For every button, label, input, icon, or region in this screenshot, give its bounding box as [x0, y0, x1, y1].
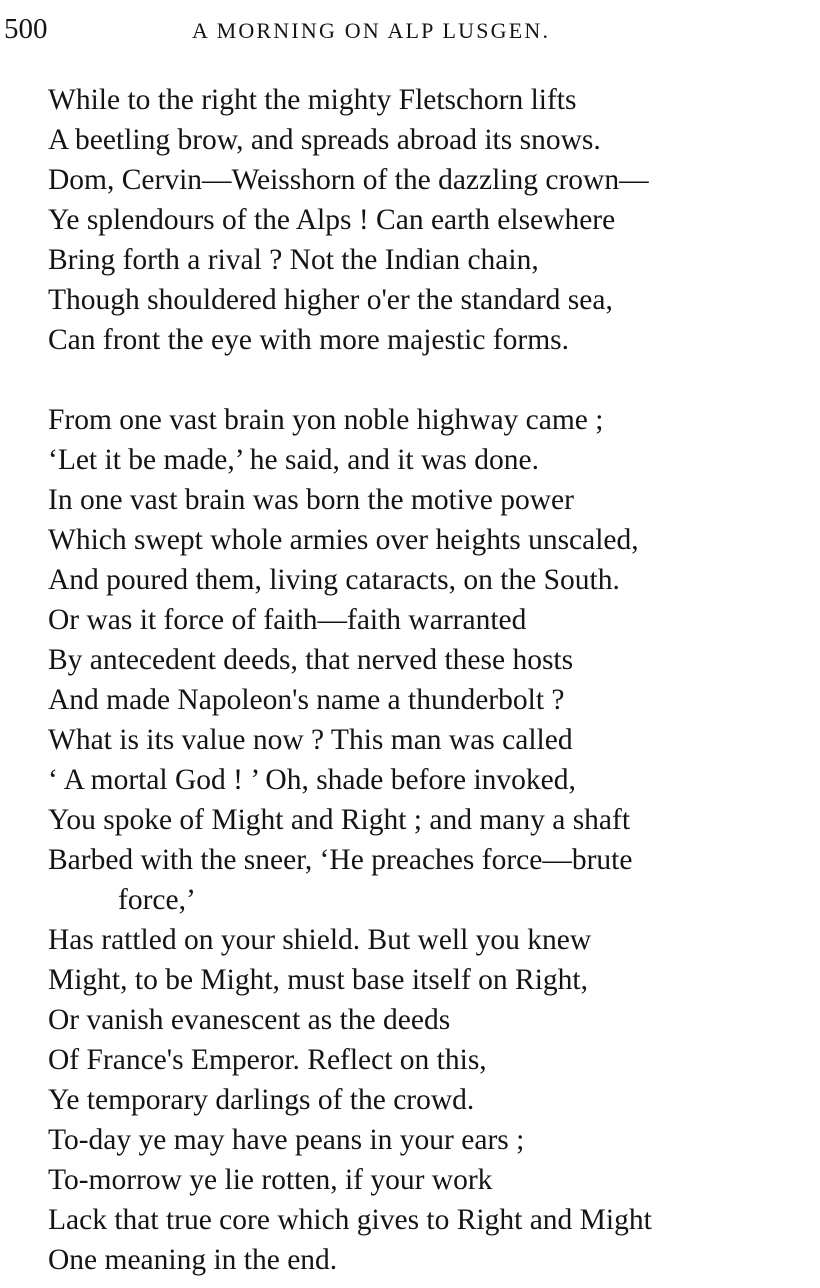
running-title: A MORNING ON ALP LUSGEN. — [192, 18, 551, 43]
poem-line: Might, to be Might, must base itself on Right, — [48, 964, 589, 996]
stanza-1 — [48, 80, 808, 360]
poem-line: Bring forth a rival ? Not the Indian chain, — [48, 244, 539, 276]
poem-line: By antecedent deeds, that nerved these hosts — [48, 644, 574, 676]
poem-line: Ye temporary darlings of the crowd. — [48, 1084, 475, 1116]
poem-line: ‘Let it be made,’ he said, and it was done. — [48, 444, 539, 476]
stanza-2 — [48, 400, 808, 1280]
poem-line: Can front the eye with more majestic forms. — [48, 324, 570, 356]
poem-line-turnover: force,’ — [118, 884, 196, 916]
poem-line: Of France's Emperor. Reflect on this, — [48, 1044, 487, 1076]
poem-line: And made Napoleon's name a thunderbolt ? — [48, 684, 565, 716]
poem-body — [48, 80, 808, 1280]
poem-line: What is its value now ? This man was called — [48, 724, 573, 756]
poem-line: ‘ A mortal God ! ’ Oh, shade before invoked, — [48, 764, 576, 796]
poem-line: Has rattled on your shield. But well you knew — [48, 924, 592, 956]
poem-line: And poured them, living cataracts, on the South. — [48, 564, 620, 596]
poem-line: To-day ye may have peans in your ears ; — [48, 1124, 525, 1156]
poem-line: Which swept whole armies over heights unscaled, — [48, 524, 639, 556]
poem-line: Barbed with the sneer, ‘He preaches force—brute — [48, 844, 633, 876]
poem-line: To-morrow ye lie rotten, if your work — [48, 1164, 493, 1196]
poem-line: You spoke of Might and Right ; and many a shaft — [48, 804, 631, 836]
running-head — [4, 12, 804, 48]
poem-line: Lack that true core which gives to Right and Might — [48, 1204, 652, 1236]
poem-line: Ye splendours of the Alps ! Can earth elsewhere — [48, 204, 616, 236]
page-number: 500 — [4, 13, 48, 45]
poem-line: Dom, Cervin—Weisshorn of the dazzling crown— — [48, 164, 649, 196]
poem-line: A beetling brow, and spreads abroad its snows. — [48, 124, 601, 156]
poem-line: In one vast brain was born the motive power — [48, 484, 574, 516]
poem-line: From one vast brain yon noble highway came ; — [48, 404, 604, 436]
poem-line: Though shouldered higher o'er the standard sea, — [48, 284, 613, 316]
poem-line: Or vanish evanescent as the deeds — [48, 1004, 451, 1036]
poem-line: While to the right the mighty Fletschorn lifts — [48, 84, 577, 116]
poem-line: Or was it force of faith—faith warranted — [48, 604, 527, 636]
poem-line: One meaning in the end. — [48, 1244, 338, 1276]
